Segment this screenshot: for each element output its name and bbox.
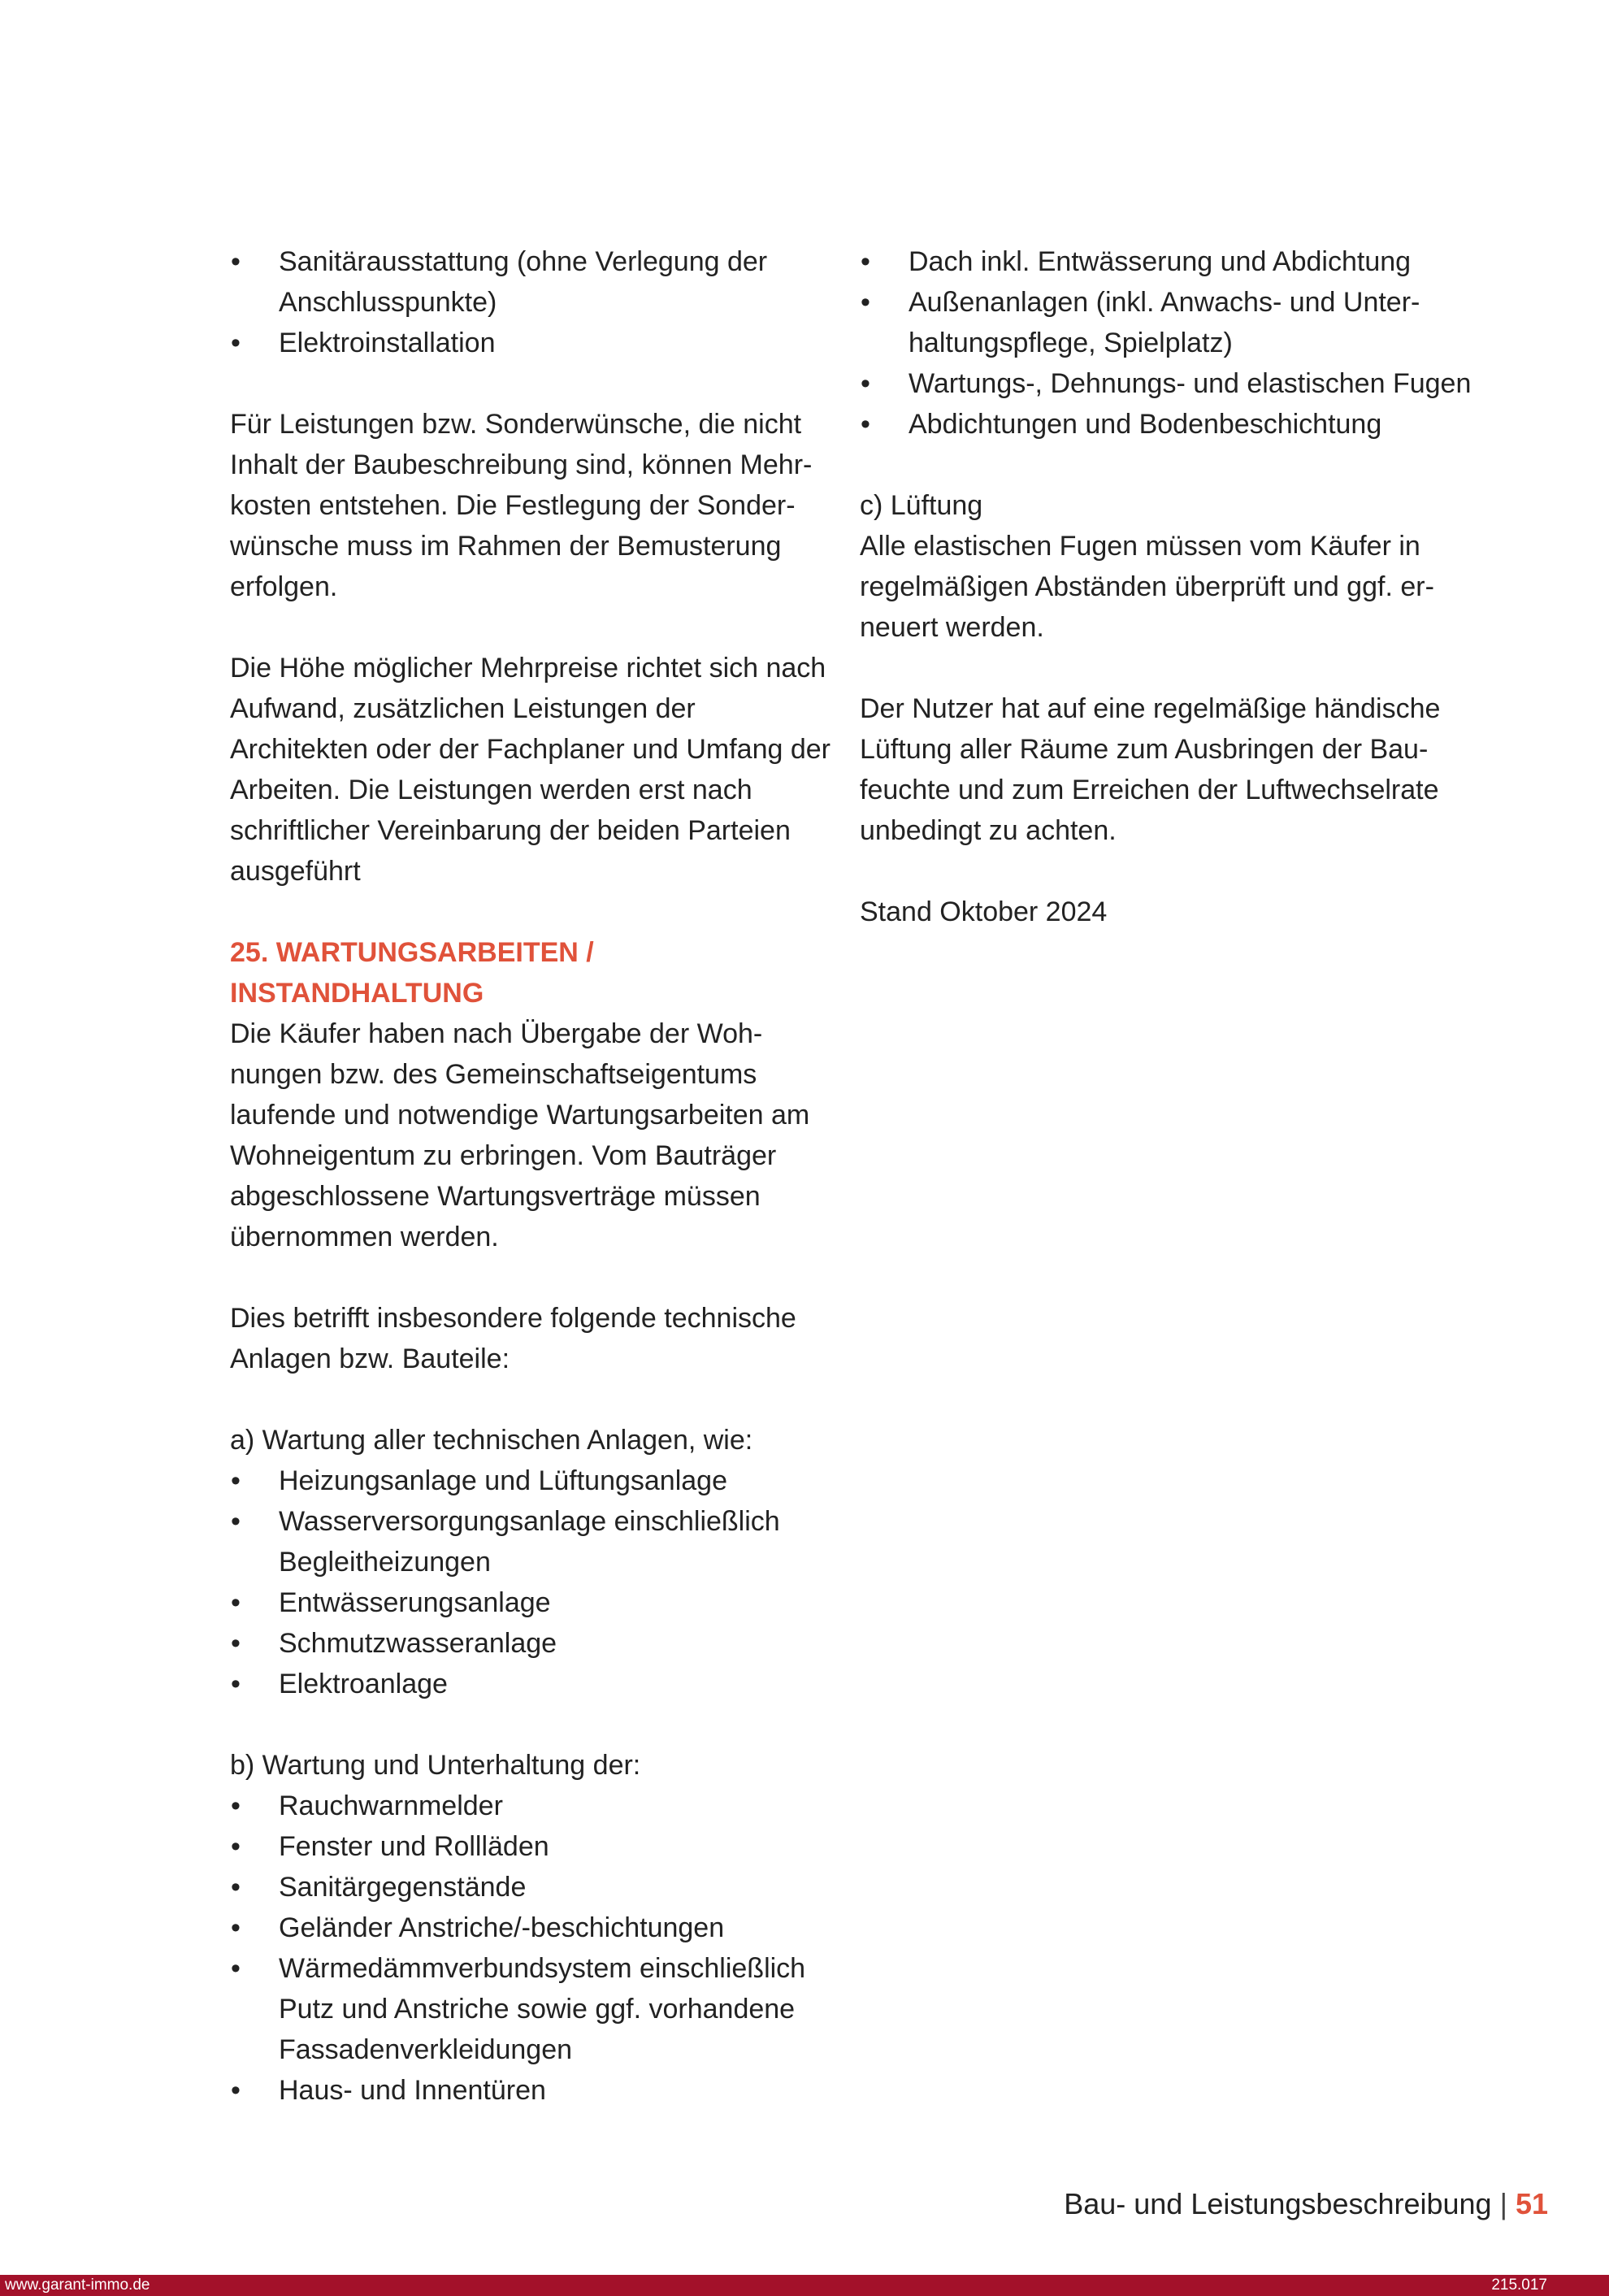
list-item xyxy=(230,2070,831,2111)
bullet-list-section-a xyxy=(230,1460,831,1704)
list-item-text: Sanitärausstattung (ohne Verlegung der Anschlusspunkte) xyxy=(279,246,768,318)
paragraph-wartung: Die Käufer haben nach Übergabe der Wohnungen bzw. des Gemeinschaftseigentums laufende und notwendige Wartungsarbeiten am Wohneigentum zu erbringen. Vom Bauträger abgeschlossene Wartungsverträge müssen übernommen werden. xyxy=(230,1018,810,1252)
website-link[interactable]: www.garant-immo.de xyxy=(5,2276,150,2294)
bullet-icon: • xyxy=(231,1669,241,1699)
paragraph-nutzer: Der Nutzer hat auf eine regelmäßige händische Lüftung aller Räume zum Ausbringen der Baufeuchte und zum Erreichen der Luftwechselrate unbedingt zu achten. xyxy=(860,693,1441,846)
page-number: 51 xyxy=(1515,2187,1548,2220)
section-heading xyxy=(230,932,831,1013)
bullet-icon: • xyxy=(231,1912,241,1943)
list-item xyxy=(230,1460,831,1501)
list-item xyxy=(860,363,1477,404)
bullet-icon: • xyxy=(231,1872,241,1903)
bullet-list-section-b xyxy=(230,1786,831,2111)
bullet-icon: • xyxy=(231,1506,241,1537)
list-item-text: Außenanlagen (inkl. Anwachs- und Unterhaltungspflege, Spielplatz) xyxy=(909,287,1420,358)
list-item-text: Sanitärgegenstände xyxy=(279,1872,527,1903)
paragraph-mehrpreise: Die Höhe möglicher Mehrpreise richtet sich nach Aufwand, zusätzlichen Leistungen der Architekten oder der Fachplaner und Umfang der Arbeiten. Die Leistungen werden erst nach schriftlicher Vereinbarung der beiden Parteien ausgeführt xyxy=(230,653,831,887)
list-item xyxy=(230,323,831,363)
list-item xyxy=(230,1826,831,1867)
paragraph-anlagen: Dies betrifft insbesondere folgende technische Anlagen bzw. Bauteile: xyxy=(230,1303,796,1374)
list-item-text: Wärmedämmverbundsystem einschließlich Putz und Anstriche sowie ggf. vorhandene Fassadenverkleidungen xyxy=(279,1953,806,2065)
bottom-bar xyxy=(0,2275,1609,2296)
paragraph-fugen: Alle elastischen Fugen müssen vom Käufer in regelmäßigen Abständen überprüft und ggf. erneuert werden. xyxy=(860,531,1434,643)
left-column xyxy=(230,241,831,2111)
list-item xyxy=(230,1867,831,1908)
bullet-icon: • xyxy=(231,1790,241,1821)
bullet-icon: • xyxy=(231,2075,241,2106)
list-item xyxy=(230,1664,831,1704)
list-item-text: Fenster und Rollläden xyxy=(279,1831,549,1862)
section-c-title: c) Lüftung xyxy=(860,490,983,521)
document-code: 215.017 xyxy=(1491,2276,1547,2294)
list-item xyxy=(230,1908,831,1948)
list-item xyxy=(230,241,831,323)
bullet-list-top-right xyxy=(860,241,1477,445)
list-item-text: Schmutzwasseranlage xyxy=(279,1628,557,1659)
bullet-icon: • xyxy=(231,1628,241,1659)
bullet-icon: • xyxy=(231,1953,241,1984)
section-b-title: b) Wartung und Unterhaltung der: xyxy=(230,1750,641,1781)
bullet-icon: • xyxy=(861,246,870,277)
paragraph-sonderwuensche: Für Leistungen bzw. Sonderwünsche, die nicht Inhalt der Baubeschreibung sind, können Mehrkosten entstehen. Die Festlegung der Sonderwünsche muss im Rahmen der Bemusterung erfolgen. xyxy=(230,409,813,602)
list-item xyxy=(230,1786,831,1826)
section-heading-line: 25. WARTUNGSARBEITEN / xyxy=(230,937,594,968)
bullet-icon: • xyxy=(231,1465,241,1496)
footer-separator: | xyxy=(1499,2187,1507,2220)
list-item xyxy=(230,1582,831,1623)
stand-date: Stand Oktober 2024 xyxy=(860,896,1108,927)
list-item-text: Wasserversorgungsanlage einschließlich Begleitheizungen xyxy=(279,1506,780,1578)
bullet-icon: • xyxy=(861,409,870,440)
list-item-text: Elektroinstallation xyxy=(279,328,496,358)
list-item xyxy=(230,1623,831,1664)
list-item xyxy=(860,404,1477,445)
list-item-text: Dach inkl. Entwässerung und Abdichtung xyxy=(909,246,1412,277)
section-heading-line: INSTANDHALTUNG xyxy=(230,978,484,1009)
list-item-text: Wartungs-, Dehnungs- und elastischen Fugen xyxy=(909,368,1472,399)
bullet-icon: • xyxy=(231,246,241,277)
list-item xyxy=(230,1501,831,1582)
list-item-text: Elektroanlage xyxy=(279,1669,448,1699)
list-item xyxy=(860,241,1477,282)
list-item-text: Entwässerungsanlage xyxy=(279,1587,551,1618)
list-item-text: Haus- und Innentüren xyxy=(279,2075,546,2106)
right-column xyxy=(860,241,1477,973)
list-item-text: Abdichtungen und Bodenbeschichtung xyxy=(909,409,1382,440)
bullet-icon: • xyxy=(231,1587,241,1618)
list-item xyxy=(860,282,1477,363)
document-title: Bau- und Leistungsbeschreibung xyxy=(1064,2187,1492,2220)
bullet-icon: • xyxy=(231,328,241,358)
bullet-list-top-left xyxy=(230,241,831,363)
bullet-icon: • xyxy=(861,368,870,399)
list-item-text: Heizungsanlage und Lüftungsanlage xyxy=(279,1465,728,1496)
section-a-title: a) Wartung aller technischen Anlagen, wie: xyxy=(230,1425,753,1456)
bullet-icon: • xyxy=(861,287,870,318)
page-footer xyxy=(1064,2186,1548,2222)
list-item xyxy=(230,1948,831,2070)
bullet-icon: • xyxy=(231,1831,241,1862)
list-item-text: Rauchwarnmelder xyxy=(279,1790,503,1821)
list-item-text: Geländer Anstriche/-beschichtungen xyxy=(279,1912,725,1943)
